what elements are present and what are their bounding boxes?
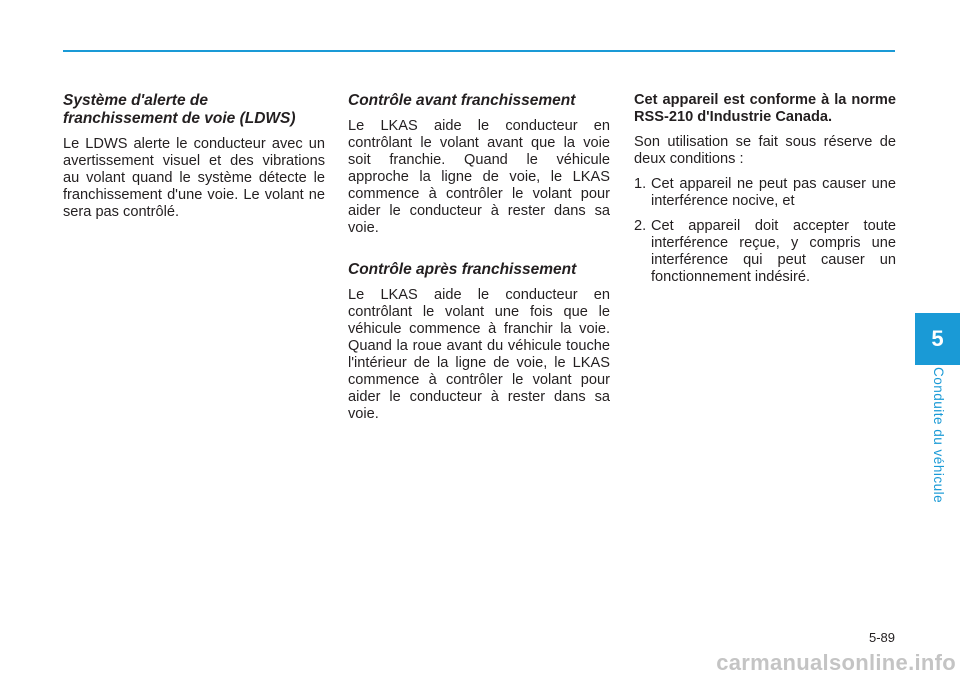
after-crossing-paragraph: Le LKAS aide le conducteur en contrôlant le volant une fois que le véhicule commence à franchir la voie. Quand la roue avant du véhicule touche l'intérieur de la ligne de voie, le LKAS commence à contrôler le volant pour aider le conducteur à rester dans sa voie. [348, 287, 610, 422]
watermark: carmanualsonline.info [716, 650, 956, 675]
ldws-heading: Système d'alerte de franchissement de voie (LDWS) [63, 92, 296, 127]
column-lkas [348, 92, 610, 431]
section-tab: 5 [915, 313, 960, 365]
conditions-list [634, 176, 896, 286]
list-item-number: 2. [634, 218, 647, 234]
list-item-text: Cet appareil ne peut pas causer une interférence nocive, et [651, 176, 896, 209]
ldws-paragraph: Le LDWS alerte le conducteur avec un avertissement visuel et des vibrations au volant quand le système détecte le franchissement d'une voie. Le volant ne sera pas contrôlé. [63, 136, 325, 220]
column-ldws [63, 92, 325, 229]
list-item-number: 1. [634, 176, 647, 192]
section-side-title: Conduite du véhicule [931, 367, 946, 504]
before-crossing-heading: Contrôle avant franchissement [348, 92, 576, 109]
conditions-intro: Son utilisation se fait sous réserve de deux conditions : [634, 134, 896, 167]
column-compliance [634, 92, 896, 294]
list-item [634, 218, 896, 286]
header-rule [63, 50, 895, 52]
page-number: 5-89 [868, 630, 895, 645]
list-item-text: Cet appareil doit accepter toute interférence reçue, y compris une interférence qui peut causer un fonctionnement indésiré. [651, 218, 896, 285]
compliance-statement: Cet appareil est conforme à la norme RSS-210 d'Industrie Canada. [634, 92, 896, 125]
after-crossing-heading: Contrôle après franchissement [348, 261, 577, 278]
before-crossing-paragraph: Le LKAS aide le conducteur en contrôlant le volant avant que la voie soit franchie. Quand le véhicule approche la ligne de voie, le LKAS commence à contrôler le volant pour aider le conducteur à rester dans sa voie. [348, 118, 610, 236]
list-item [634, 176, 896, 210]
